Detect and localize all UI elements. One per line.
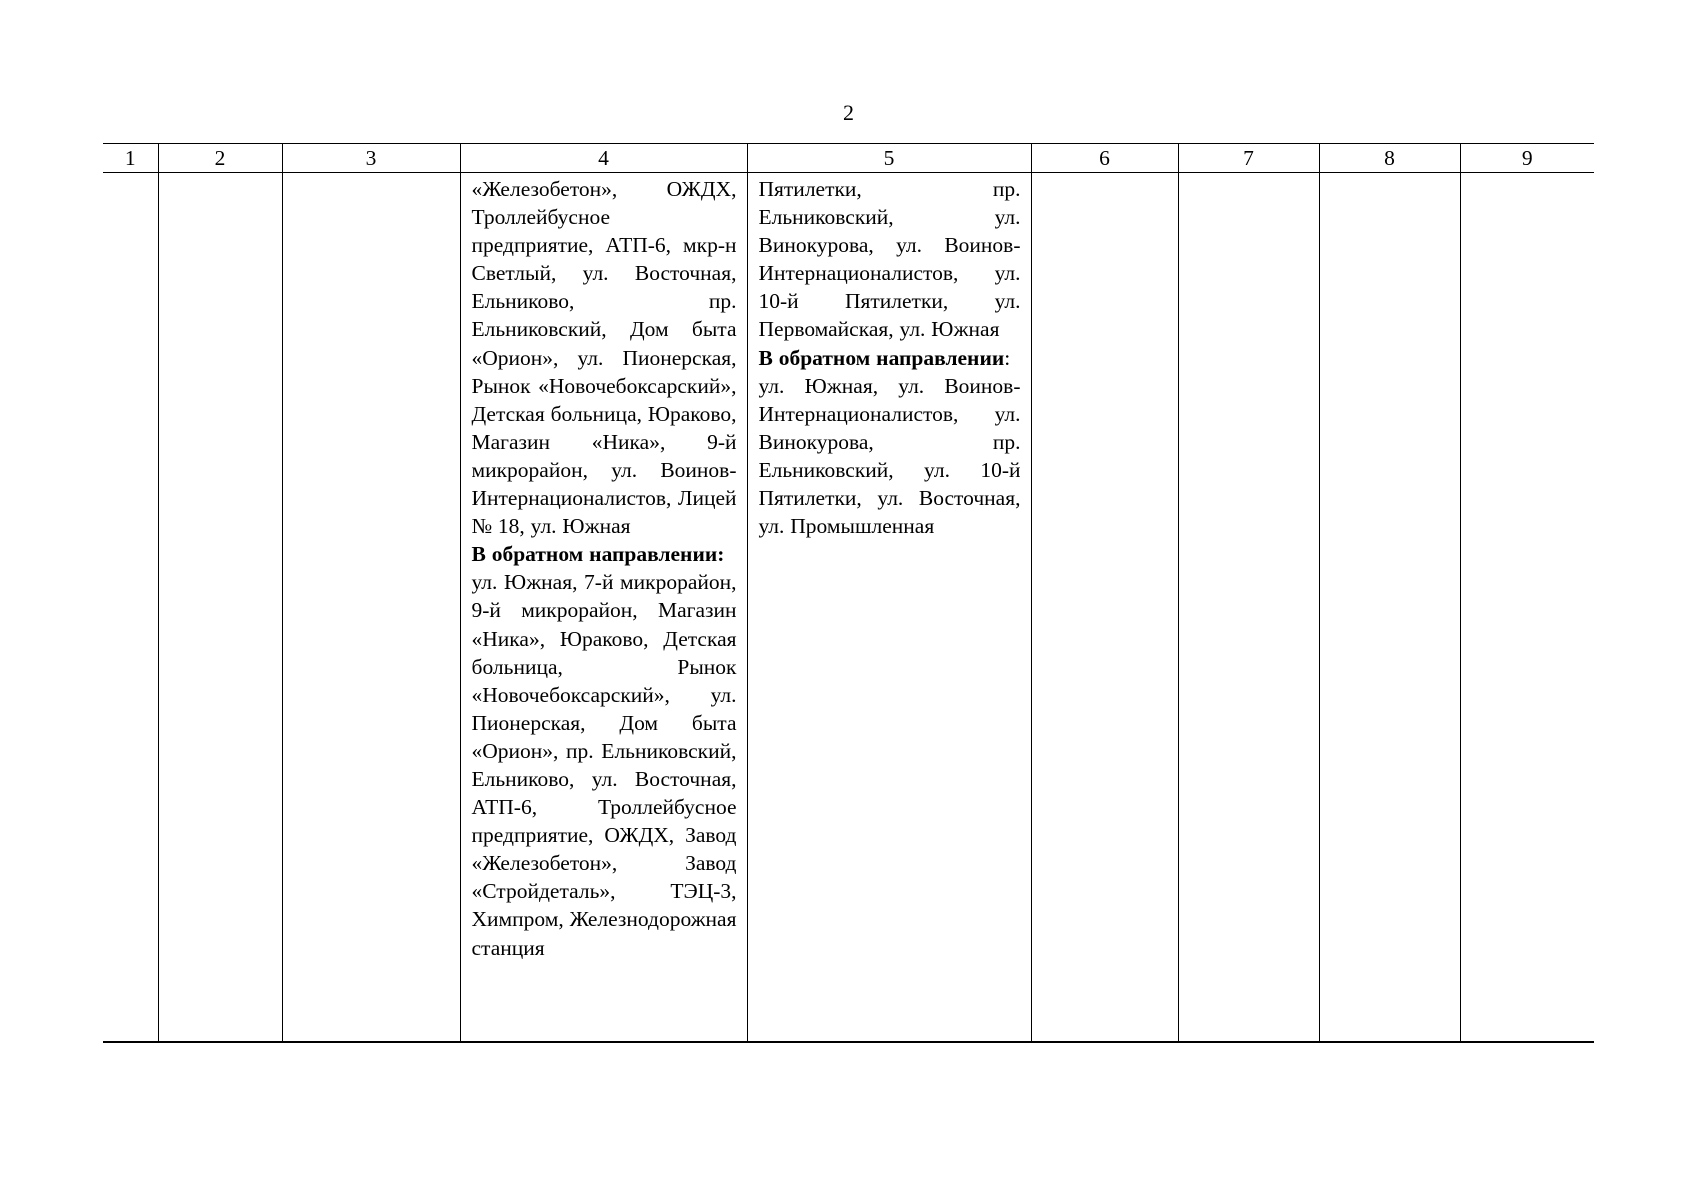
column-header-7: 7 [1178,144,1319,173]
table-cell-5-streets [747,173,1031,1043]
table-cell-2 [158,173,282,1043]
table-cell-7 [1178,173,1319,1043]
reverse-direction-heading: В обратном направлении [758,345,1005,370]
table-cell-3 [282,173,460,1043]
table-cell-4-stops [460,173,747,1043]
page-number: 2 [843,100,854,125]
column-header-2: 2 [158,144,282,173]
forward-stops-text: «Железобетон», ОЖДХ, Троллейбусное предприятие, АТП-6, мкр-н Светлый, ул. Восточная, Ельниково, пр. Ельниковский, Дом быта «Орион», ул. Пионерская, Рынок «Новочебоксарский», Детская больница, Юраково, Магазин «Ника», 9-й микрорайон, ул. Воинов-Интернационалистов, Лицей № 18, ул. Южная [471,177,737,539]
column-header-3: 3 [282,144,460,173]
column-header-8: 8 [1319,144,1460,173]
column-header-9: 9 [1460,144,1594,173]
table-cell-6 [1031,173,1178,1043]
table-cell-9 [1460,173,1594,1043]
column-header-1: 1 [103,144,158,173]
header-row [103,144,1594,173]
forward-streets-text: Пятилетки, пр. Ельниковский, ул. Винокурова, ул. Воинов-Интернационалистов, ул. 10-й Пятилетки, ул. Первомайская, ул. Южная [758,177,1021,342]
column-header-5: 5 [747,144,1031,173]
stops-list-col4 [461,173,747,962]
table-cell-8 [1319,173,1460,1043]
reverse-direction-heading-line [759,344,1021,372]
column-header-4: 4 [460,144,747,173]
reverse-streets-text: ул. Южная, ул. Воинов-Интернационалистов, ул. Винокурова, пр. Ельниковский, ул. 10-й Пятилетки, ул. Восточная, ул. Промышленная [758,373,1021,539]
table-row [103,173,1594,1043]
reverse-direction-colon: : [1004,345,1011,370]
column-header-6: 6 [1031,144,1178,173]
route-table [103,143,1594,1043]
reverse-stops-text: ул. Южная, 7-й микрорайон, 9-й микрорайон, Магазин «Ника», Юраково, Детская больница, Рынок «Новочебоксарский», ул. Пионерская, Дом быта «Орион», пр. Ельниковский, Ельниково, ул. Восточная, АТП-6, Троллейбусное предприятие, ОЖДХ, Завод «Железобетон», Завод «Стройдеталь», ТЭЦ-3, Химпром, Железнодорожная станция [471,570,737,960]
reverse-direction-heading: В обратном направлении: [471,542,725,567]
table-cell-1 [103,173,158,1043]
streets-list-col5 [748,173,1031,540]
